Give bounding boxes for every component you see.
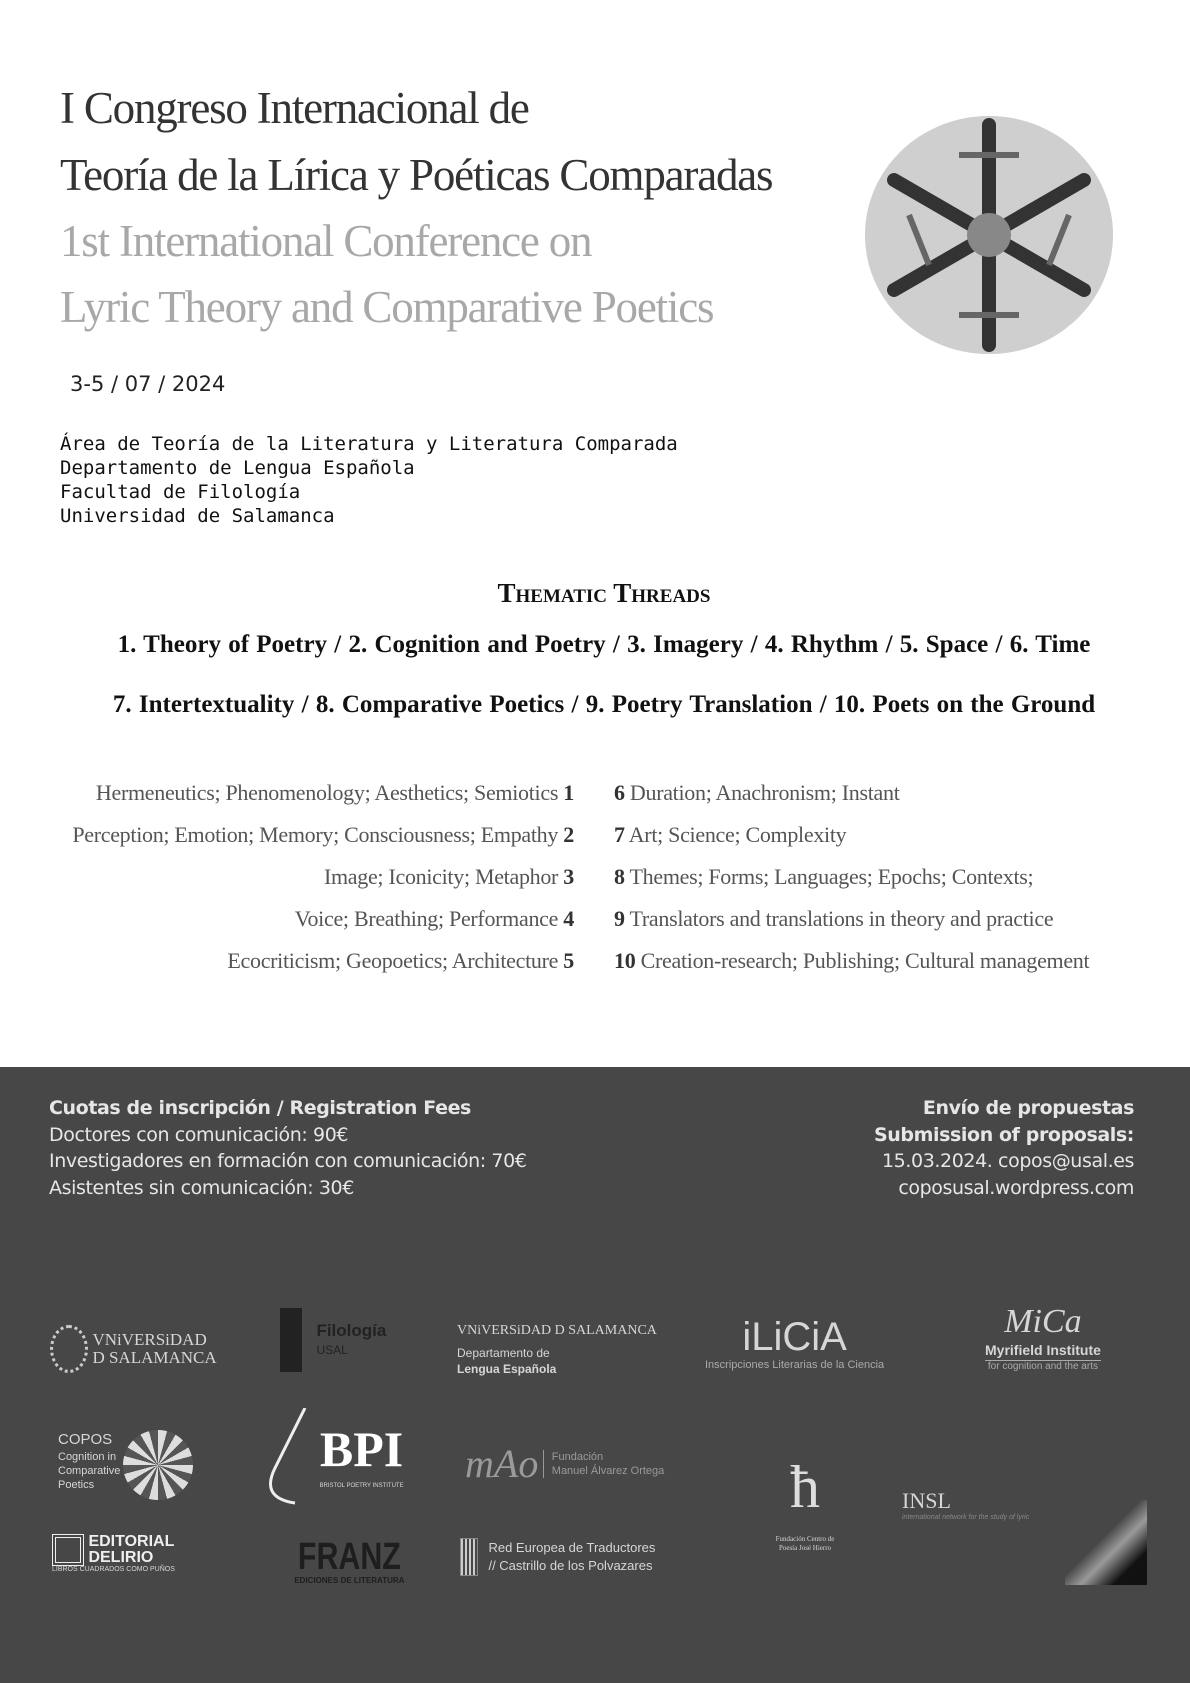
fee-item: Investigadores en formación con comunicación: 70€	[49, 1150, 527, 1172]
bpi-logo: BPI BRISTOL POETRY INSTITUTE	[255, 1408, 404, 1508]
mao-logo: mAo Fundación Manuel Álvarez Ortega	[465, 1441, 665, 1486]
topic-number: 2	[563, 822, 574, 847]
organizer-3: Facultad de Filología	[60, 481, 301, 503]
red-traductores-logo: Red Europea de Traductores // Castrillo de los Polvazares	[460, 1538, 655, 1576]
topic-number: 6	[614, 780, 625, 805]
insl-logo: INSL international network for the study of lyric	[902, 1488, 1030, 1521]
filologia-logo: Filología USAL	[280, 1308, 386, 1372]
submission-subheading: Submission of proposals:	[873, 1123, 1134, 1146]
topic-text: Duration; Anachronism; Instant	[629, 780, 900, 805]
title-en-1: 1st International Conference on	[60, 216, 592, 266]
copos-snowflake-icon	[123, 1430, 193, 1500]
threads-line-1: 1. Theory of Poetry / 2. Cognition and Poetry / 3. Imagery / 4. Rhythm / 5. Space / 6. Time	[117, 631, 1091, 658]
topic-text: Art; Science; Complexity	[628, 822, 847, 847]
topic-number: 10	[614, 948, 636, 973]
fees-section	[49, 1095, 526, 1201]
snowflake-image	[865, 116, 1113, 354]
topic-number: 1	[563, 780, 574, 805]
topic-text: Ecocriticism; Geopoetics; Architecture	[227, 948, 559, 973]
title-es-1: I Congreso Internacional de	[60, 83, 529, 133]
insl-graphic	[1065, 1500, 1147, 1585]
organizer-2: Departamento de Lengua Española	[60, 457, 415, 479]
topic-text: Themes; Forms; Languages; Epochs; Contexts;	[629, 864, 1034, 889]
topic-right-item	[614, 780, 900, 806]
fees-heading: Cuotas de inscripción / Registration Fees	[49, 1097, 471, 1119]
topic-text: Translators and translations in theory and practice	[629, 906, 1054, 931]
submission-deadline-email: 15.03.2024. copos@usal.es	[881, 1150, 1134, 1172]
topic-number: 8	[614, 864, 625, 889]
myrifield-logo: MiCa Myrifield Institute for cognition and the arts	[985, 1303, 1101, 1372]
franz-logo: FRANZ EDICIONES DE LITERATURA	[294, 1536, 405, 1585]
topic-left-item	[96, 780, 574, 806]
topic-text: Voice; Breathing; Performance	[294, 906, 559, 931]
topic-right-item	[614, 906, 1053, 932]
fee-item: Asistentes sin comunicación: 30€	[49, 1176, 354, 1199]
submission-website[interactable]: coposusal.wordpress.com	[898, 1176, 1134, 1199]
submission-heading: Envío de propuestas	[922, 1097, 1134, 1119]
submission-section	[874, 1095, 1134, 1201]
topic-text: Image; Iconicity; Metaphor	[323, 864, 559, 889]
topic-right-item	[614, 948, 1089, 974]
topic-text: Creation-research; Publishing; Cultural management	[640, 948, 1090, 973]
title-es-2: Teoría de la Lírica y Poéticas Comparadas	[60, 150, 773, 200]
dept-lengua-logo: VNiVERSiDAD D SALAMANCA Departamento de Lengua Española	[457, 1323, 657, 1376]
ilicia-logo: iLiCiA Inscripciones Literarias de la Ciencia	[705, 1315, 885, 1371]
fundacion-jose-hierro-logo: ħ Fundación Centro de Poesía José Hierro	[775, 1454, 835, 1552]
topic-number: 3	[563, 864, 574, 889]
fee-item: Doctores con comunicación: 90€	[49, 1123, 349, 1146]
threads-line-2: 7. Intertextuality / 8. Comparative Poetics / 9. Poetry Translation / 10. Poets on the Ground	[112, 691, 1096, 718]
usal-logo: VNiVERSiDAD D SALAMANCA	[50, 1325, 222, 1373]
editorial-delirio-logo: EDITORIAL DELIRIO LIBROS CUADRADOS COMO PUÑOS	[52, 1533, 175, 1573]
organizer-1: Área de Teoría de la Literatura y Literatura Comparada	[60, 433, 678, 455]
conference-date: 3-5 / 07 / 2024	[70, 372, 226, 396]
topic-left-item	[295, 906, 574, 932]
title-en-2: Lyric Theory and Comparative Poetics	[60, 282, 714, 332]
topic-left-item	[227, 948, 574, 974]
topic-left-item	[72, 822, 574, 848]
organizer-4: Universidad de Salamanca	[60, 505, 335, 527]
topic-number: 7	[614, 822, 625, 847]
copos-logo: COPOS Cognition in Comparative Poetics	[58, 1431, 121, 1491]
topic-number: 4	[563, 906, 574, 931]
topic-left-item	[324, 864, 574, 890]
topic-number: 9	[614, 906, 625, 931]
topic-number: 5	[563, 948, 574, 973]
topic-right-item	[614, 864, 1033, 890]
topic-right-item	[614, 822, 846, 848]
topic-text: Hermeneutics; Phenomenology; Aesthetics; Semiotics	[95, 780, 559, 805]
thematic-heading: Thematic Threads	[497, 578, 711, 608]
topic-text: Perception; Emotion; Memory; Consciousness; Empathy	[72, 822, 559, 847]
